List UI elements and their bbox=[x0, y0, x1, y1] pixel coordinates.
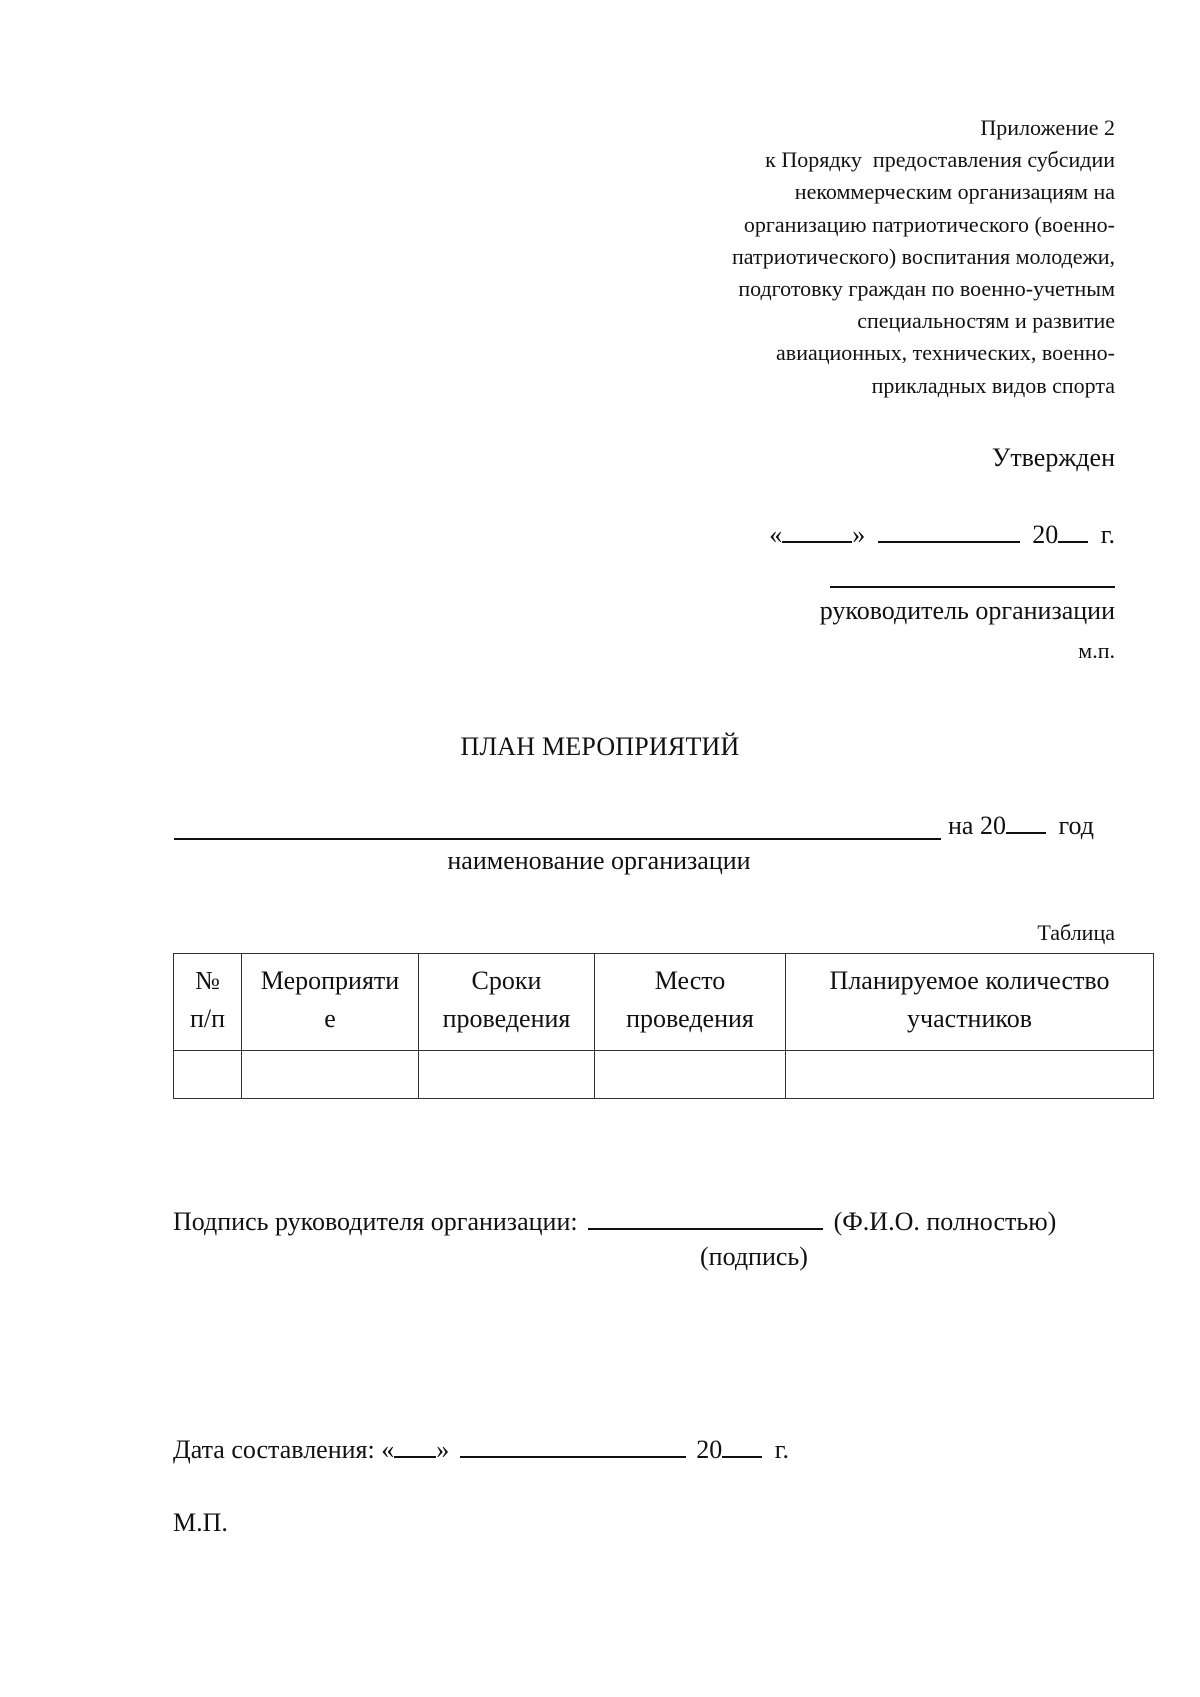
appendix-block bbox=[732, 112, 1115, 402]
compiled-day-blank bbox=[394, 1432, 436, 1458]
appendix-line: к Порядку предоставления субсидии bbox=[765, 147, 1115, 173]
appendix-line: авиационных, технических, военно- bbox=[776, 340, 1115, 366]
month-blank bbox=[878, 519, 1020, 543]
approval-date bbox=[769, 519, 1115, 550]
plan-year-suffix: год bbox=[1058, 811, 1094, 840]
plan-year bbox=[948, 810, 1094, 841]
date-year-prefix: 20 bbox=[1032, 520, 1059, 549]
approval-signature-line bbox=[830, 586, 1115, 588]
plan-year-prefix: на 20 bbox=[948, 811, 1006, 840]
compiled-year-blank bbox=[722, 1432, 762, 1458]
plan-title: ПЛАН МЕРОПРИЯТИЙ bbox=[460, 732, 740, 761]
appendix-line: некоммерческим организациям на bbox=[794, 179, 1115, 205]
organization-name-line bbox=[174, 838, 941, 840]
approval-stamp-label: м.п. bbox=[1078, 638, 1115, 663]
table-header-row bbox=[174, 954, 1154, 1051]
date-close-quote: » bbox=[852, 520, 866, 549]
day-blank bbox=[782, 519, 852, 543]
table-caption: Таблица bbox=[1037, 920, 1115, 945]
table-row bbox=[174, 1051, 1154, 1099]
compiled-date bbox=[173, 1432, 789, 1465]
table-cell bbox=[786, 1051, 1154, 1099]
signature-label: Подпись руководителя организации: bbox=[173, 1207, 578, 1236]
plan-table-wrap bbox=[173, 953, 1153, 1099]
date-year-suffix: г. bbox=[1100, 520, 1115, 549]
header-participants: Планируемое количество участников bbox=[786, 954, 1154, 1051]
appendix-line: подготовку граждан по военно-учетным bbox=[738, 276, 1115, 302]
header-number: № п/п bbox=[174, 954, 242, 1051]
compiled-year-suffix: г. bbox=[774, 1435, 789, 1464]
header-event: Мероприяти е bbox=[242, 954, 419, 1051]
compiled-close-quote: » bbox=[436, 1435, 450, 1464]
year-blank bbox=[1058, 519, 1088, 543]
compiled-month-blank bbox=[460, 1432, 686, 1458]
organization-caption: наименование организации bbox=[447, 846, 751, 875]
table-cell bbox=[419, 1051, 595, 1099]
approval-role-label: руководитель организации bbox=[819, 596, 1115, 625]
plan-table bbox=[173, 953, 1154, 1099]
signature-row bbox=[173, 1204, 1056, 1237]
table-cell bbox=[242, 1051, 419, 1099]
table-cell bbox=[174, 1051, 242, 1099]
appendix-line: патриотического) воспитания молодежи, bbox=[731, 243, 1115, 269]
appendix-line: прикладных видов спорта bbox=[871, 372, 1115, 398]
appendix-line: организацию патриотического (военно- bbox=[743, 211, 1115, 237]
appendix-line: Приложение 2 bbox=[980, 115, 1115, 140]
plan-year-blank bbox=[1006, 810, 1046, 834]
header-dates: Сроки проведения bbox=[419, 954, 595, 1051]
appendix-line: специальностям и развитие bbox=[857, 308, 1115, 334]
signature-blank bbox=[588, 1204, 823, 1230]
date-open-quote: « bbox=[769, 520, 783, 549]
compiled-year-prefix: 20 bbox=[696, 1435, 723, 1464]
table-cell bbox=[595, 1051, 786, 1099]
compiled-label: Дата составления: « bbox=[173, 1435, 395, 1464]
signature-caption: (подпись) bbox=[700, 1242, 808, 1271]
approval-title: Утвержден bbox=[991, 443, 1115, 472]
signature-fio: (Ф.И.О. полностью) bbox=[833, 1207, 1057, 1236]
header-venue: Место проведения bbox=[595, 954, 786, 1051]
stamp-label: М.П. bbox=[173, 1508, 228, 1537]
